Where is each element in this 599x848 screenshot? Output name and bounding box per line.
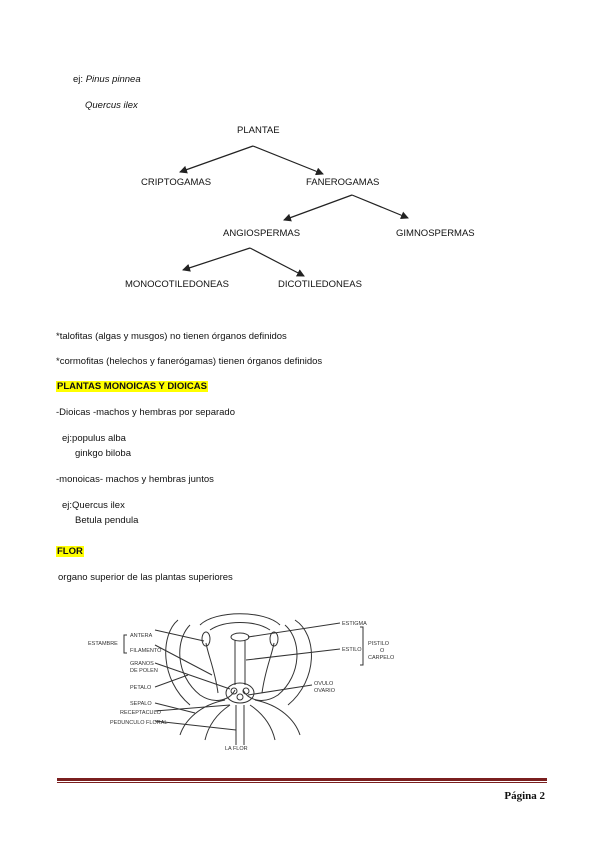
- page-number: Página 2: [504, 790, 545, 802]
- label-carpelo: CARPELO: [368, 655, 395, 661]
- label-pistilo: PISTILO: [368, 641, 390, 647]
- section-heading-monoicas-dioicas: [56, 382, 208, 392]
- label-antera: ANTERA: [130, 633, 153, 639]
- monoicas-example-2: Betula pendula: [75, 515, 139, 526]
- tree-criptogamas: CRIPTOGAMAS: [141, 177, 212, 188]
- flower-caption: LA FLOR: [225, 746, 248, 752]
- dioicas-example-2: ginkgo biloba: [75, 448, 131, 459]
- tree-monocotiledoneas: MONOCOTILEDONEAS: [125, 279, 229, 290]
- dioicas-example-1: ej:populus alba: [62, 433, 126, 444]
- example-quercus: Quercus ilex: [85, 100, 138, 111]
- note-cormofitas: *cormofitas (helechos y fanerógamas) tienen órganos definidos: [56, 356, 323, 367]
- label-o: O: [380, 648, 385, 654]
- label-ovario: OVARIO: [314, 688, 335, 694]
- label-ovulo: OVULO: [314, 681, 334, 687]
- label-petalo: PETALO: [130, 685, 152, 691]
- arrow-to-criptogamas: [180, 146, 253, 172]
- section-heading-text: PLANTAS MONOICAS Y DIOICAS: [57, 381, 207, 392]
- label-estambre: ESTAMBRE: [88, 641, 118, 647]
- label-pedunculo: PEDUNCULO FLORAL: [110, 720, 168, 726]
- label-filamento: FILAMENTO: [130, 648, 162, 654]
- flower-diagram: [80, 605, 420, 755]
- section-heading-flor: [56, 547, 84, 557]
- tree-dicotiledoneas: DICOTILEDONEAS: [278, 279, 362, 290]
- arrow-to-fanerogamas: [253, 146, 323, 174]
- label-granos: GRANOS: [130, 661, 154, 667]
- classification-tree-arrows: [0, 0, 599, 300]
- tree-fanerogamas: FANEROGAMAS: [306, 177, 380, 188]
- footer-rule-thick: [57, 778, 547, 781]
- tree-root-plantae: PLANTAE: [237, 125, 280, 136]
- example-pinus: Pinus pinnea: [85, 74, 141, 85]
- label-sepalo: SEPALO: [130, 701, 152, 707]
- arrow-to-dicotiledoneas: [250, 248, 304, 276]
- tree-angiospermas: ANGIOSPERMAS: [223, 228, 301, 239]
- monoicas-example-1: ej:Quercus ilex: [62, 500, 125, 511]
- label-receptaculo: RECEPTACULO: [120, 710, 161, 716]
- arrow-to-gimnospermas: [352, 195, 408, 218]
- monoicas-line: -monoicas- machos y hembras juntos: [56, 474, 214, 485]
- arrow-to-monocotiledoneas: [183, 248, 250, 270]
- section-heading-flor-text: FLOR: [57, 546, 83, 557]
- label-estilo: ESTILO: [342, 647, 362, 653]
- footer-rule-thin: [57, 782, 547, 783]
- label-estigma: ESTIGMA: [342, 621, 367, 627]
- example-prefix: ej:: [73, 74, 84, 85]
- arrow-to-angiospermas: [284, 195, 352, 220]
- tree-gimnospermas: GIMNOSPERMAS: [396, 228, 475, 239]
- flor-description: organo superior de las plantas superiores: [58, 572, 233, 583]
- label-de-polen: DE POLEN: [130, 668, 158, 674]
- note-talofitas: *talofitas (algas y musgos) no tienen órganos definidos: [56, 331, 287, 342]
- dioicas-line: -Dioicas -machos y hembras por separado: [56, 407, 235, 418]
